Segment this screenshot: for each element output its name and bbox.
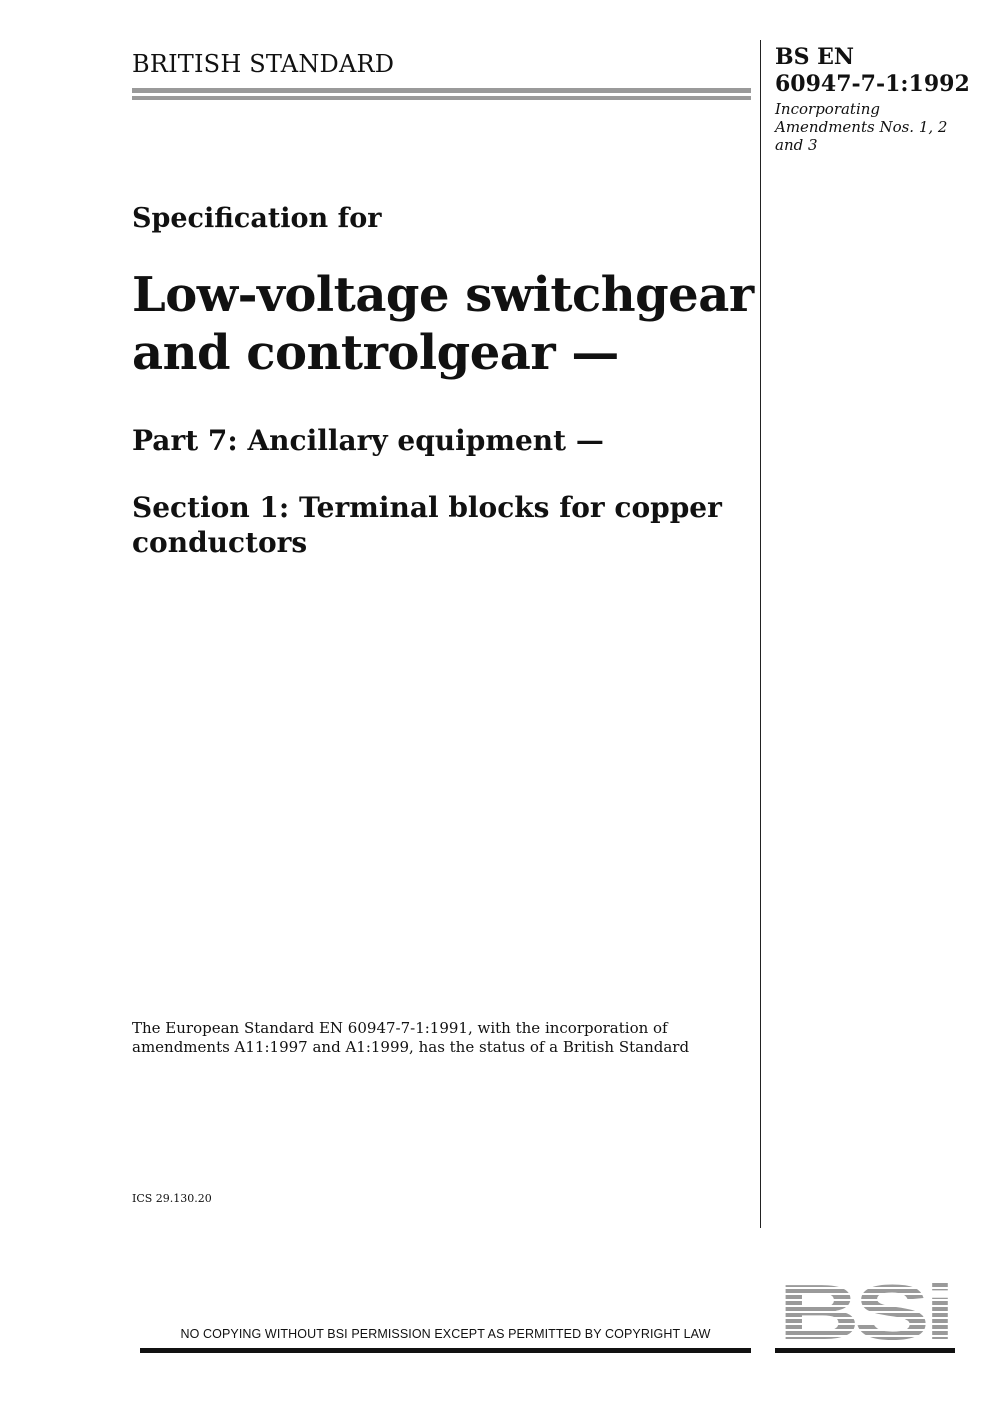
copyright-banner: NO COPYING WITHOUT BSI PERMISSION EXCEPT AS PERMITTED BY COPYRIGHT LAW	[180, 1327, 711, 1341]
part-title: Part 7: Ancillary equipment —	[132, 424, 604, 457]
standard-number-code: 60947-7-1:1992	[775, 71, 970, 97]
section-title: Section 1: Terminal blocks for copper conductors	[132, 491, 722, 559]
footer-rule	[140, 1348, 751, 1353]
amendments-note: Incorporating Amendments Nos. 1, 2 and 3	[775, 100, 948, 154]
footer-rule-logo	[775, 1348, 955, 1353]
header-rule-secondary	[132, 96, 751, 100]
header-rule	[132, 88, 751, 93]
standard-number	[775, 44, 970, 98]
vertical-divider	[760, 40, 761, 1228]
bsi-logo	[776, 1277, 954, 1343]
main-title: Low-voltage switchgear and controlgear —	[132, 267, 754, 381]
spec-for-heading: Specification for	[132, 203, 382, 234]
standard-number-prefix: BS EN	[775, 44, 855, 70]
ics-code: ICS 29.130.20	[132, 1192, 212, 1205]
svg-text:BSi: BSi	[778, 1277, 950, 1343]
status-note: The European Standard EN 60947-7-1:1991, with the incorporation of amendments A11:1997 and A1:1999, has the status of a British Standard	[132, 1019, 690, 1056]
document-category-label: BRITISH STANDARD	[132, 50, 395, 78]
